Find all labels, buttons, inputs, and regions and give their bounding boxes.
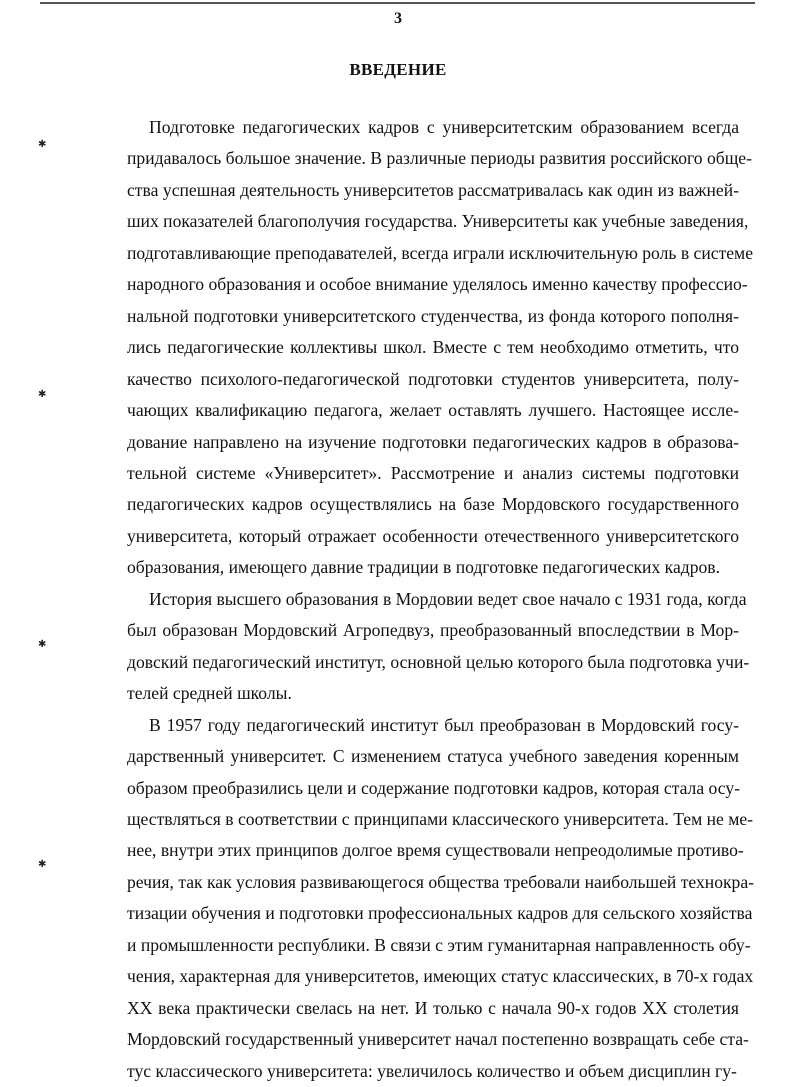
margin-mark: ✱ [38, 859, 47, 870]
text-line: телей средней школы. [127, 683, 292, 704]
text-line: был образован Мордовский Агропедвуз, преобразованный впоследствии в Мор- [127, 620, 739, 641]
paragraph [127, 584, 750, 710]
text-line: педагогических кадров осуществлялись на базе Мордовского государственного [127, 494, 739, 515]
margin-mark: ✱ [38, 639, 47, 650]
text-line: университета, который отражает особенности отечественного университетского [127, 525, 739, 546]
text-line: XX века практически свелась на нет. И только с начала 90-х годов XX столетия [127, 997, 739, 1018]
text-line: придавалось большое значение. В различные периоды развития российского обще- [127, 148, 752, 169]
body-text [127, 112, 755, 1087]
text-line: чающих квалификацию педагога, желает оставлять лучшего. Настоящее иссле- [127, 400, 739, 421]
text-line: нальной подготовки университетского студенчества, из фонда которого пополня- [127, 305, 739, 326]
text-line: качество психолого-педагогической подготовки студентов университета, полу- [127, 368, 739, 389]
text-line: В 1957 году педагогический институт был преобразован в Мордовский госу- [149, 714, 739, 735]
text-line: ства успешная деятельность университетов рассматривалась как один из важней- [127, 179, 739, 200]
text-line: История высшего образования в Мордовии ведет свое начало с 1931 года, когда [149, 588, 747, 609]
text-line: дарственный университет. С изменением статуса учебного заведения коренным [127, 746, 739, 767]
text-line: образования, имеющего давние традиции в подготовке педагогических кадров. [127, 557, 721, 578]
text-line: и промышленности республики. В связи с этим гуманитарная направленность обу- [127, 934, 751, 955]
text-line: дование направлено на изучение подготовки педагогических кадров в образова- [127, 431, 739, 452]
text-line: нее, внутри этих принципов долгое время существовали непреодолимые противо- [127, 840, 744, 861]
text-line: чения, характерная для университетов, имеющих статус классических, в 70-х годах [127, 966, 754, 987]
text-line: лись педагогические коллективы школ. Вместе с тем необходимо отметить, что [127, 337, 739, 358]
text-line: довский педагогический институт, основной целью которого была подготовка учи- [127, 651, 750, 672]
text-line: тельной системе «Университет». Рассмотрение и анализ системы подготовки [127, 462, 739, 483]
paragraph [127, 710, 755, 1087]
text-line: подготавливающие преподавателей, всегда играли исключительную роль в системе [127, 242, 754, 263]
text-line: тус классического университета: увеличилось количество и объем дисциплин гу- [127, 1060, 737, 1081]
text-line: ществляться в соответствии с принципами классического университета. Тем не ме- [127, 808, 754, 829]
page-number: 3 [394, 10, 402, 27]
text-line: народного образования и особое внимание уделялось именно качеству профессио- [127, 274, 748, 295]
text-line: Мордовский государственный университет начал постепенно возвращать себе ста- [127, 1029, 749, 1050]
top-border-line [40, 2, 755, 4]
margin-mark: ✱ [38, 389, 47, 400]
page-title: ВВЕДЕНИЕ [349, 60, 447, 79]
text-line: тизации обучения и подготовки профессиональных кадров для сельского хозяйства [127, 903, 753, 924]
text-line: Подготовке педагогических кадров с университетским образованием всегда [149, 117, 739, 137]
text-line: речия, так как условия развивающегося общества требовали наибольшей технокра- [127, 871, 755, 892]
text-line: ших показателей благополучия государства. Университеты как учебные заведения, [127, 211, 749, 232]
margin-mark: ✱ [38, 139, 47, 150]
text-line: образом преобразились цели и содержание подготовки кадров, которая стала осу- [127, 777, 741, 798]
paragraph [127, 112, 754, 584]
